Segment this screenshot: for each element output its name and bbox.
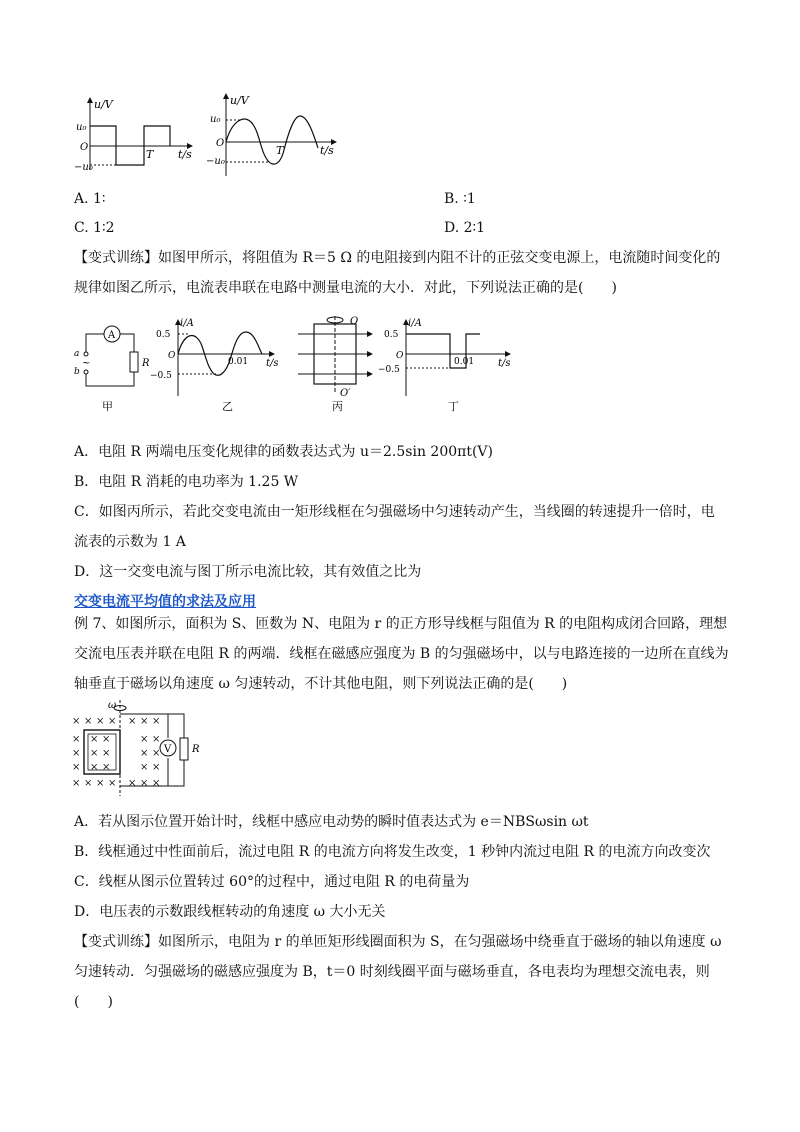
tick-neg-0.5: −0.5 bbox=[150, 371, 172, 381]
svg-text:×: × bbox=[140, 748, 149, 759]
resistor-label: R bbox=[142, 358, 150, 369]
variant1-line2: 规律如图乙所示，电流表串联在电路中测量电流的大小．对此，下列说法正确的是( ) bbox=[74, 280, 617, 296]
svg-text:×: × bbox=[140, 734, 149, 745]
svg-text:×: × bbox=[72, 748, 81, 759]
terminal-a: a bbox=[74, 349, 80, 359]
example7-option-a[interactable]: A．若从图示位置开始计时，线框中感应电动势的瞬时值表达式为 e＝NBSωsin ωt bbox=[74, 814, 589, 830]
terminal-b: b bbox=[74, 367, 80, 377]
resistor-label: R bbox=[192, 744, 200, 755]
omega-label: ω bbox=[108, 700, 117, 711]
coil-bing bbox=[298, 316, 372, 413]
svg-text:×: × bbox=[140, 716, 149, 727]
figure-jia-yi-bing-ding bbox=[70, 316, 520, 416]
example7-line3: 轴垂直于磁场以角速度 ω 匀速转动，不计其他电阻，则下列说法正确的是( ) bbox=[74, 676, 568, 692]
svg-text:×: × bbox=[102, 762, 111, 773]
origin-label: O bbox=[216, 138, 225, 149]
circuit-jia bbox=[74, 326, 150, 413]
svg-text:×: × bbox=[108, 778, 117, 789]
origin-label: O bbox=[80, 142, 89, 153]
xlabel: t/s bbox=[320, 144, 334, 157]
neg-u0-label: −u₀ bbox=[206, 156, 225, 167]
figure-rotating-loop bbox=[70, 700, 220, 798]
example7-option-d[interactable]: D．电压表的示数跟线框转动的角速度 ω 大小无关 bbox=[74, 904, 386, 920]
svg-text:×: × bbox=[128, 778, 137, 789]
svg-text:×: × bbox=[90, 734, 99, 745]
sine-wave bbox=[226, 116, 318, 164]
example7-line1: 例 7、如图所示，面积为 S、匝数为 N、电阻为 r 的正方形导线框与阻值为 R 的电阻构成闭合回路，理想 bbox=[74, 616, 728, 632]
tick-0.5: 0.5 bbox=[384, 330, 399, 340]
svg-text:×: × bbox=[90, 748, 99, 759]
ylabel: u/V bbox=[230, 94, 249, 107]
svg-text:×: × bbox=[96, 716, 105, 727]
q1-option-a[interactable]: A. 1∶ bbox=[74, 191, 106, 207]
ylabel: i/A bbox=[180, 318, 194, 329]
q1-option-c[interactable]: C. 1∶2 bbox=[74, 220, 115, 236]
resistor bbox=[180, 738, 188, 760]
svg-text:×: × bbox=[96, 778, 105, 789]
xlabel: t/s bbox=[498, 358, 511, 369]
caption-bing: 丙 bbox=[332, 400, 343, 413]
variant2-line3: ( ) bbox=[74, 994, 113, 1010]
origin-label: O bbox=[168, 351, 176, 361]
svg-text:×: × bbox=[152, 716, 161, 727]
svg-text:×: × bbox=[128, 716, 137, 727]
variant1-option-d[interactable]: D．这一交变电流与图丁所示电流比较，其有效值之比为 bbox=[74, 564, 422, 580]
caption-jia: 甲 bbox=[102, 400, 113, 413]
caption-ding: 丁 bbox=[448, 400, 459, 413]
svg-text:×: × bbox=[140, 778, 149, 789]
svg-text:×: × bbox=[72, 762, 81, 773]
graph-ding bbox=[378, 318, 511, 413]
variant1-option-b[interactable]: B．电阻 R 消耗的电功率为 1.25 W bbox=[74, 474, 299, 490]
svg-text:×: × bbox=[152, 734, 161, 745]
axis-O: O bbox=[350, 316, 359, 327]
svg-text:×: × bbox=[72, 778, 81, 789]
svg-text:×: × bbox=[84, 716, 93, 727]
section-title-link[interactable]: 交变电流平均值的求法及应用 bbox=[74, 594, 256, 610]
example7-option-b[interactable]: B．线框通过中性面前后，流过电阻 R 的电流方向将发生改变，1 秒钟内流过电阻 R 的电流方向改变次 bbox=[74, 844, 711, 860]
variant1-option-c[interactable]: C．如图丙所示，若此交变电流由一矩形线框在匀强磁场中匀速转动产生，当线圈的转速提升一倍时，电 bbox=[74, 504, 715, 520]
origin-label: O bbox=[396, 351, 404, 361]
T-label: T bbox=[146, 148, 154, 161]
tick-0.5: 0.5 bbox=[156, 330, 171, 340]
svg-text:×: × bbox=[140, 762, 149, 773]
figure-voltage-graphs bbox=[74, 90, 364, 185]
xlabel: t/s bbox=[178, 148, 192, 161]
svg-text:×: × bbox=[152, 762, 161, 773]
q1-option-b[interactable]: B. ∶1 bbox=[444, 191, 476, 207]
svg-text:×: × bbox=[152, 778, 161, 789]
tick-neg-0.5: −0.5 bbox=[378, 365, 400, 375]
square-wave-graph bbox=[74, 98, 192, 173]
neg-u0-label: −u₀ bbox=[74, 162, 93, 173]
variant2-line1: 【变式训练】如图所示，电阻为 r 的单匝矩形线圈面积为 S，在匀强磁场中绕垂直于磁场的轴以角速度 ω bbox=[74, 934, 722, 950]
variant1-option-a[interactable]: A．电阻 R 两端电压变化规律的函数表达式为 u＝2.5sin 200πt(V) bbox=[74, 444, 493, 460]
q1-option-d[interactable]: D. 2∶1 bbox=[444, 220, 486, 236]
example7-option-c[interactable]: C．线框从图示位置转过 60°的过程中，通过电阻 R 的电荷量为 bbox=[74, 874, 470, 890]
sine-wave-graph bbox=[206, 94, 336, 176]
xlabel: t/s bbox=[266, 358, 279, 369]
variant1-option-c-continued: 流表的示数为 1 A bbox=[74, 534, 186, 550]
svg-text:×: × bbox=[108, 716, 117, 727]
tick-0.01: 0.01 bbox=[454, 357, 475, 367]
ammeter-label: A bbox=[108, 330, 116, 341]
graph-yi bbox=[150, 318, 279, 413]
axis-O-prime: O′ bbox=[340, 388, 351, 399]
svg-text:×: × bbox=[152, 748, 161, 759]
voltmeter-label: V bbox=[164, 744, 172, 755]
variant1-line1: 【变式训练】如图甲所示，将阻值为 R＝5 Ω 的电阻接到内阻不计的正弦交变电源上，电流随时间变化的 bbox=[74, 250, 721, 266]
svg-text:×: × bbox=[90, 762, 99, 773]
u0-label: u₀ bbox=[76, 122, 87, 133]
svg-text:×: × bbox=[72, 716, 81, 727]
caption-yi: 乙 bbox=[222, 400, 233, 413]
ac-symbol: ~ bbox=[82, 358, 91, 369]
variant2-line2: 匀速转动．匀强磁场的磁感应强度为 B，t＝0 时刻线圈平面与磁场垂直，各电表均为理想交流电表，则 bbox=[74, 964, 710, 980]
u0-label: u₀ bbox=[210, 114, 221, 125]
T-label: T bbox=[276, 144, 284, 157]
tick-0.01: 0.01 bbox=[228, 357, 249, 367]
svg-text:×: × bbox=[84, 778, 93, 789]
svg-text:×: × bbox=[102, 748, 111, 759]
svg-text:×: × bbox=[102, 734, 111, 745]
svg-text:×: × bbox=[72, 734, 81, 745]
ylabel: i/A bbox=[408, 318, 422, 329]
ylabel: u/V bbox=[94, 98, 113, 111]
example7-line2: 交流电压表并联在电阻 R 的两端．线框在磁感应强度为 B 的匀强磁场中，以与电路连接的一边所在直线为 bbox=[74, 646, 729, 662]
